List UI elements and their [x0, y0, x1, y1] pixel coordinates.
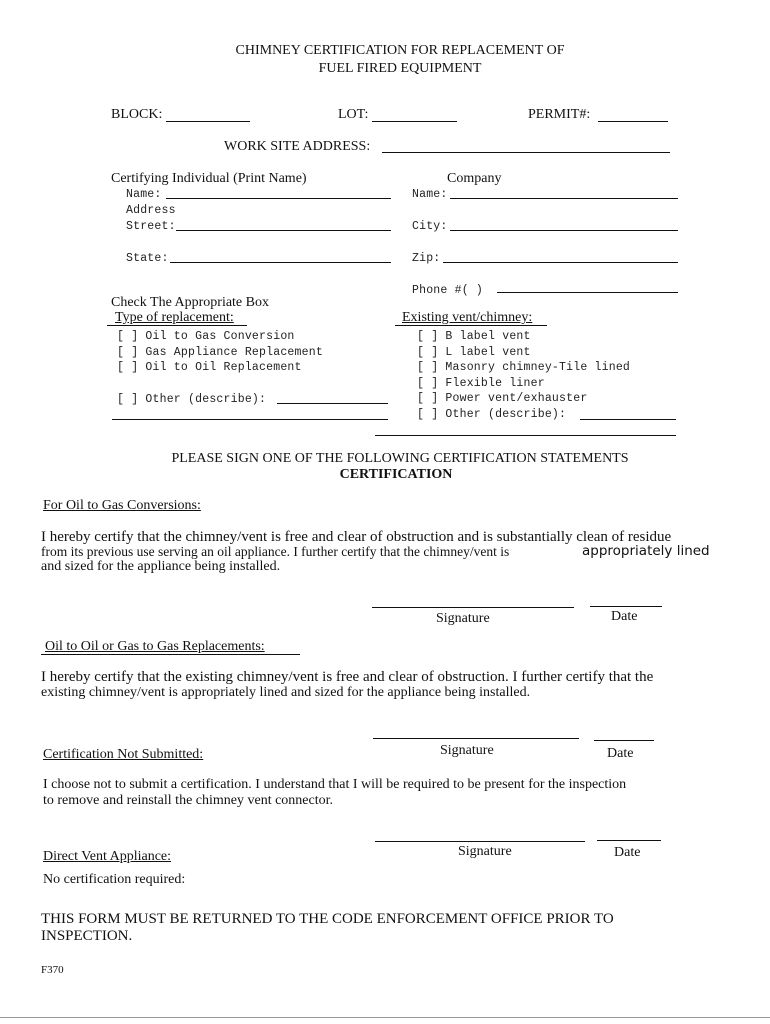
oil-to-gas-signature-line[interactable]: [372, 607, 574, 608]
oil-to-oil-date-line[interactable]: [594, 740, 654, 741]
oil-to-oil-date-label: Date: [607, 746, 634, 761]
certifying-street-label: Street:: [126, 220, 176, 233]
oil-to-oil-statement-line-2: existing chimney/vent is appropriately lined and sized for the appliance being installed.: [41, 685, 531, 700]
option-other-replacement[interactable]: [ ] Other (describe):: [117, 393, 267, 406]
oil-to-gas-statement-line-2: from its previous use serving an oil appliance. I further certify that the chimney/vent is: [41, 544, 510, 559]
other-replacement-field[interactable]: [277, 403, 388, 404]
oil-to-gas-statement-line-3: and sized for the appliance being installed.: [41, 559, 281, 574]
footer-notice-line-1: THIS FORM MUST BE RETURNED TO THE CODE ENFORCEMENT OFFICE PRIOR TO: [41, 911, 614, 927]
oil-to-oil-signature-label: Signature: [440, 743, 494, 758]
company-name-field[interactable]: [450, 198, 678, 199]
footer-notice-line-2: INSPECTION.: [41, 928, 133, 944]
other-replacement-field-2[interactable]: [112, 419, 388, 420]
company-phone-label: Phone #( ): [412, 284, 484, 297]
company-city-field[interactable]: [450, 230, 678, 231]
certifying-state-label: State:: [126, 252, 169, 265]
oil-to-oil-statement-line-1: I hereby certify that the existing chimney/vent is free and clear of obstruction. I further certify that the: [41, 669, 654, 685]
certifying-name-field[interactable]: [166, 198, 391, 199]
option-masonry-chimney[interactable]: [ ] Masonry chimney-Tile lined: [417, 361, 631, 374]
option-l-label-vent[interactable]: [ ] L label vent: [417, 346, 531, 359]
certifying-individual-heading: Certifying Individual (Print Name): [111, 171, 307, 186]
not-submitted-signature-line[interactable]: [375, 841, 585, 842]
oil-to-oil-signature-line[interactable]: [373, 738, 579, 739]
company-zip-label: Zip:: [412, 252, 441, 265]
not-submitted-statement-line-2: to remove and reinstall the chimney vent connector.: [43, 793, 334, 808]
certifying-address-label: Address: [126, 204, 176, 217]
certifying-name-label: Name:: [126, 188, 162, 201]
oil-to-oil-heading-rule: [41, 654, 300, 655]
oil-to-gas-statement-line-1: I hereby certify that the chimney/vent is free and clear of obstruction and is substantially clean of residue: [41, 529, 672, 545]
other-vent-field[interactable]: [580, 419, 676, 420]
option-gas-appliance[interactable]: [ ] Gas Appliance Replacement: [117, 346, 323, 359]
form-title-line-1: CHIMNEY CERTIFICATION FOR REPLACEMENT OF: [235, 43, 565, 58]
company-name-label: Name:: [412, 188, 448, 201]
work-site-address-field[interactable]: [382, 152, 670, 153]
company-heading: Company: [447, 171, 502, 186]
certification-heading: CERTIFICATION: [339, 467, 453, 482]
replacement-heading-rule: [107, 325, 247, 326]
option-b-label-vent[interactable]: [ ] B label vent: [417, 330, 531, 343]
option-power-vent[interactable]: [ ] Power vent/exhauster: [417, 392, 588, 405]
option-oil-to-gas[interactable]: [ ] Oil to Gas Conversion: [117, 330, 295, 343]
certifying-state-field[interactable]: [170, 262, 391, 263]
block-field[interactable]: [166, 121, 250, 122]
oil-to-oil-heading: Oil to Oil or Gas to Gas Replacements:: [45, 639, 265, 654]
oil-to-gas-heading: For Oil to Gas Conversions:: [43, 498, 201, 513]
lot-label: LOT:: [338, 107, 369, 122]
form-title-line-2: FUEL FIRED EQUIPMENT: [318, 61, 482, 76]
option-oil-to-oil[interactable]: [ ] Oil to Oil Replacement: [117, 361, 302, 374]
permit-label: PERMIT#:: [528, 107, 591, 122]
company-phone-field[interactable]: [497, 292, 678, 293]
form-number: F370: [41, 964, 64, 976]
existing-vent-heading: Existing vent/chimney:: [402, 310, 533, 325]
replacement-type-heading: Type of replacement:: [115, 310, 234, 325]
company-zip-field[interactable]: [443, 262, 678, 263]
work-site-address-label: WORK SITE ADDRESS:: [224, 139, 371, 154]
page-bottom-rule: [0, 1017, 770, 1018]
not-submitted-heading: Certification Not Submitted:: [43, 747, 204, 762]
not-submitted-date-label: Date: [614, 845, 641, 860]
block-label: BLOCK:: [111, 107, 163, 122]
direct-vent-heading: Direct Vent Appliance:: [43, 849, 172, 864]
oil-to-gas-appropriately-lined: appropriately lined: [582, 543, 710, 559]
not-submitted-statement-line-1: I choose not to submit a certification. I understand that I will be required to be present for the inspection: [43, 777, 627, 792]
oil-to-gas-date-label: Date: [611, 609, 638, 624]
oil-to-gas-date-line[interactable]: [590, 606, 662, 607]
certifying-street-field[interactable]: [176, 230, 391, 231]
option-flexible-liner[interactable]: [ ] Flexible liner: [417, 377, 545, 390]
sign-instruction: PLEASE SIGN ONE OF THE FOLLOWING CERTIFICATION STATEMENTS: [171, 451, 629, 466]
lot-field[interactable]: [372, 121, 457, 122]
check-box-instruction: Check The Appropriate Box: [111, 295, 269, 310]
other-vent-field-2[interactable]: [375, 435, 676, 436]
not-submitted-date-line[interactable]: [597, 840, 661, 841]
vent-heading-rule: [395, 325, 547, 326]
direct-vent-statement: No certification required:: [43, 872, 186, 887]
permit-field[interactable]: [598, 121, 668, 122]
not-submitted-signature-label: Signature: [458, 844, 512, 859]
option-other-vent[interactable]: [ ] Other (describe):: [417, 408, 567, 421]
company-city-label: City:: [412, 220, 448, 233]
oil-to-gas-signature-label: Signature: [436, 611, 490, 626]
